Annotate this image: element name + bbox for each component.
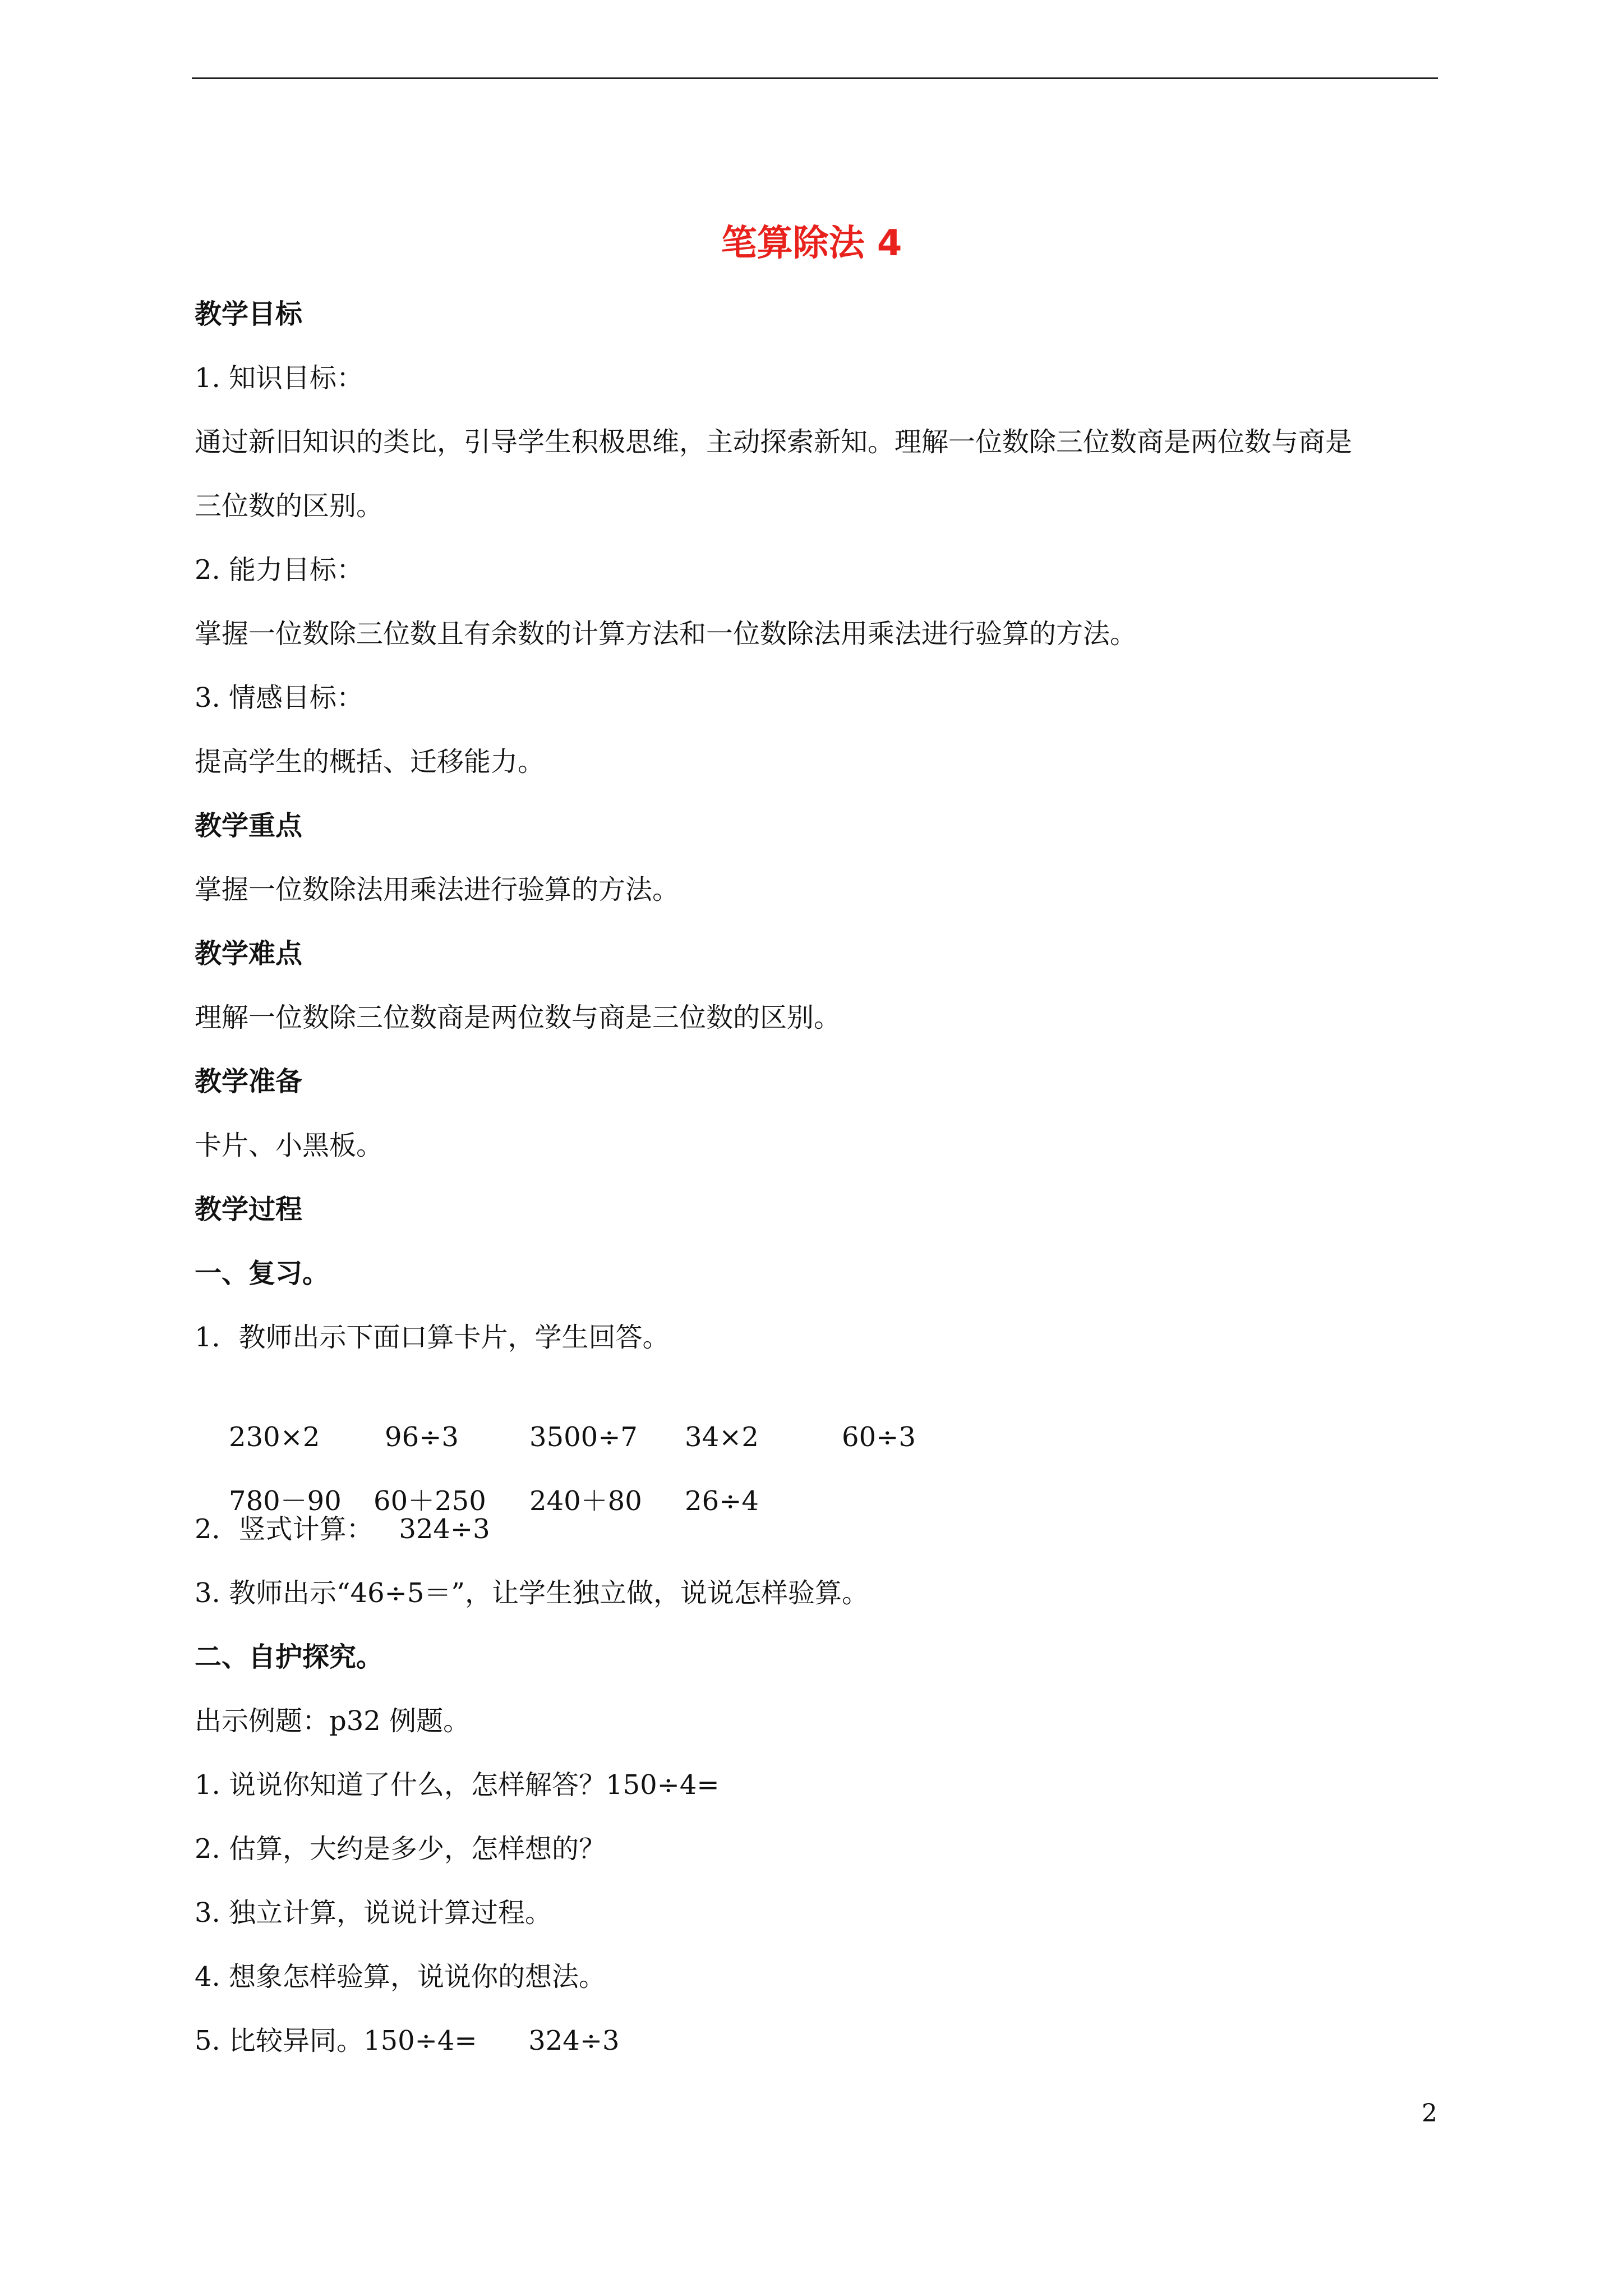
card-expression: 240＋80	[529, 1485, 642, 1517]
explore-heading: 二、自护探究。	[195, 1641, 384, 1673]
card-expression: 60÷3	[842, 1421, 916, 1453]
section-heading-prep: 教学准备	[195, 1066, 303, 1097]
header-rule	[192, 77, 1438, 79]
cards-row-1	[195, 1383, 1437, 1453]
review-item-2: 2．竖式计算： 324÷3	[195, 1513, 490, 1545]
goal1-text-cont: 三位数的区别。	[195, 490, 384, 522]
prep-text: 卡片、小黑板。	[195, 1130, 384, 1161]
section-heading-key: 教学重点	[195, 810, 303, 841]
cards-row-2	[195, 1447, 1437, 1517]
card-expression: 26÷4	[685, 1485, 759, 1517]
goal3-label: 3. 情感目标：	[195, 682, 364, 714]
review-heading: 一、复习。	[195, 1258, 330, 1289]
page-number: 2	[1422, 2099, 1437, 2128]
goal3-text: 提高学生的概括、迁移能力。	[195, 746, 545, 777]
explore-item-1: 1. 说说你知道了什么，怎样解答？150÷4=	[195, 1769, 720, 1801]
document-body	[195, 296, 1437, 2087]
card-expression: 34×2	[685, 1421, 759, 1453]
section-heading-process: 教学过程	[195, 1194, 303, 1225]
goal2-text: 掌握一位数除三位数且有余数的计算方法和一位数除法用乘法进行验算的方法。	[195, 618, 1137, 650]
explore-item-4: 4. 想象怎样验算，说说你的想法。	[195, 1961, 606, 1993]
explore-item-3: 3. 独立计算，说说计算过程。	[195, 1897, 552, 1929]
key-text: 掌握一位数除法用乘法进行验算的方法。	[195, 874, 680, 905]
section-heading-difficulty: 教学难点	[195, 938, 303, 969]
card-expression: 780－90	[229, 1485, 342, 1517]
review-item-3: 3. 教师出示“46÷5＝”，让学生独立做，说说怎样验算。	[195, 1577, 869, 1609]
explore-intro: 出示例题：p32 例题。	[195, 1705, 471, 1737]
goal1-label: 1. 知识目标：	[195, 362, 364, 394]
review-item-1: 1．教师出示下面口算卡片，学生回答。	[195, 1322, 670, 1353]
card-expression: 60＋250	[374, 1485, 486, 1517]
section-heading-goals: 教学目标	[195, 298, 303, 330]
card-expression: 230×2	[229, 1421, 320, 1453]
goal2-label: 2. 能力目标：	[195, 554, 364, 586]
goal1-text: 通过新旧知识的类比，引导学生积极思维，主动探索新知。理解一位数除三位数商是两位数与商是	[195, 426, 1353, 458]
explore-item-5: 5. 比较异同。150÷4= 324÷3	[195, 2025, 620, 2056]
page-title: 笔算除法 4	[721, 223, 902, 264]
explore-item-2: 2. 估算，大约是多少，怎样想的？	[195, 1833, 606, 1865]
card-expression: 3500÷7	[529, 1421, 638, 1453]
difficulty-text: 理解一位数除三位数商是两位数与商是三位数的区别。	[195, 1002, 841, 1033]
card-expression: 96÷3	[385, 1421, 459, 1453]
